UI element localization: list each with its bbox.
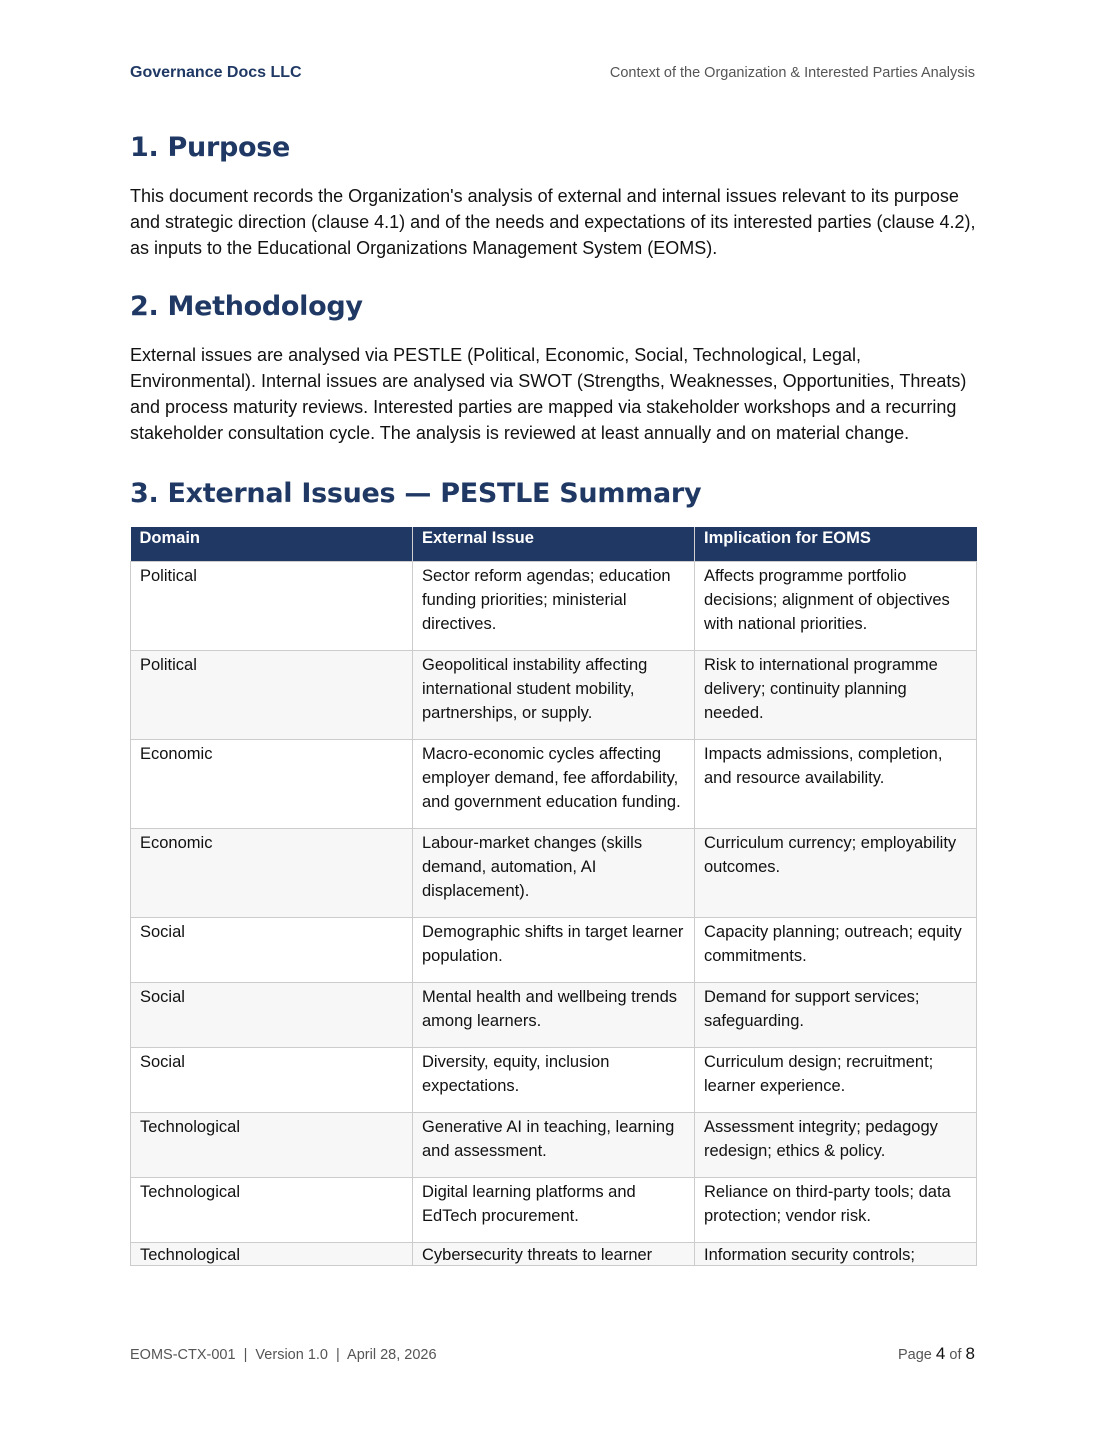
domain-cell: Technological: [131, 1178, 413, 1243]
implication-cell: Curriculum design; recruitment; learner experience.: [695, 1048, 977, 1113]
purpose-text: This document records the Organization's analysis of external and internal issues relevant to its purpose and strategic direction (clause 4.1) and of the needs and expectations of its interested parties (clause 4.2), as inputs to the Educational Organizations Management System (EOMS).: [130, 186, 976, 258]
document-title: Context of the Organization & Interested Parties Analysis: [609, 65, 975, 81]
document-body: [130, 130, 976, 1266]
page-indicator: [898, 1344, 975, 1364]
table-row: [131, 562, 977, 651]
table-row: [131, 651, 977, 740]
issue-cell: Demographic shifts in target learner population.: [413, 918, 695, 983]
table-row: [131, 829, 977, 918]
implication-cell: Impacts admissions, completion, and resource availability.: [695, 740, 977, 829]
implication-cell: Reliance on third-party tools; data protection; vendor risk.: [695, 1178, 977, 1243]
page-label: Page: [898, 1347, 932, 1363]
issue-cell: Generative AI in teaching, learning and assessment.: [413, 1113, 695, 1178]
table-row: [131, 1048, 977, 1113]
domain-cell: Technological: [131, 1113, 413, 1178]
domain-cell: Economic: [131, 740, 413, 829]
table-row: [131, 983, 977, 1048]
implication-cell: Curriculum currency; employability outcomes.: [695, 829, 977, 918]
issue-cell: Macro-economic cycles affecting employer demand, fee affordability, and government education funding.: [413, 740, 695, 829]
column-header-implication: Implication for EOMS: [695, 527, 977, 562]
external-issues-heading: 3. External Issues — PESTLE Summary: [130, 478, 702, 509]
issue-cell: Geopolitical instability affecting international student mobility, partnerships, or supply.: [413, 651, 695, 740]
column-header-external-issue: External Issue: [413, 527, 695, 562]
implication-cell: Risk to international programme delivery; continuity planning needed.: [695, 651, 977, 740]
implication-cell: Information security controls;: [695, 1243, 977, 1266]
of-label: of: [949, 1347, 962, 1363]
implication-cell: Assessment integrity; pedagogy redesign; ethics & policy.: [695, 1113, 977, 1178]
table-header-row: [131, 527, 977, 562]
table-row: [131, 1178, 977, 1243]
domain-cell: Political: [131, 562, 413, 651]
page-total: 8: [965, 1344, 975, 1363]
pestle-table: [130, 527, 977, 1266]
domain-cell: Social: [131, 983, 413, 1048]
column-header-domain: Domain: [131, 527, 413, 562]
domain-cell: Social: [131, 1048, 413, 1113]
document-reference: EOMS-CTX-001 | Version 1.0 | April 28, 2026: [130, 1347, 437, 1363]
implication-cell: Affects programme portfolio decisions; alignment of objectives with national priorities.: [695, 562, 977, 651]
table-row: [131, 1243, 977, 1266]
issue-cell: Labour-market changes (skills demand, automation, AI displacement).: [413, 829, 695, 918]
implication-cell: Demand for support services; safeguarding.: [695, 983, 977, 1048]
domain-cell: Social: [131, 918, 413, 983]
domain-cell: Technological: [131, 1243, 413, 1266]
domain-cell: Economic: [131, 829, 413, 918]
page-footer: [130, 1344, 975, 1364]
methodology-text: External issues are analysed via PESTLE (Political, Economic, Social, Technological, Legal, Environmental). Internal issues are analysed via SWOT (Strengths, Weaknesses, Opportunities, Threats) and process maturity reviews. Interested parties are mapped via stakeholder workshops and a recurring stakeholder consultation cycle. The analysis is reviewed at least annually and on material change.: [130, 345, 967, 443]
issue-cell: Sector reform agendas; education funding priorities; ministerial directives.: [413, 562, 695, 651]
purpose-heading: 1. Purpose: [130, 132, 291, 163]
table-row: [131, 918, 977, 983]
page-current: 4: [935, 1344, 946, 1363]
table-row: [131, 740, 977, 829]
issue-cell: Digital learning platforms and EdTech procurement.: [413, 1178, 695, 1243]
issue-cell: Cybersecurity threats to learner: [413, 1243, 695, 1266]
implication-cell: Capacity planning; outreach; equity commitments.: [695, 918, 977, 983]
company-name: Governance Docs LLC: [130, 64, 302, 81]
domain-cell: Political: [131, 651, 413, 740]
table-row: [131, 1113, 977, 1178]
page-header: [130, 64, 975, 82]
methodology-heading: 2. Methodology: [130, 291, 363, 322]
issue-cell: Diversity, equity, inclusion expectations.: [413, 1048, 695, 1113]
issue-cell: Mental health and wellbeing trends among learners.: [413, 983, 695, 1048]
